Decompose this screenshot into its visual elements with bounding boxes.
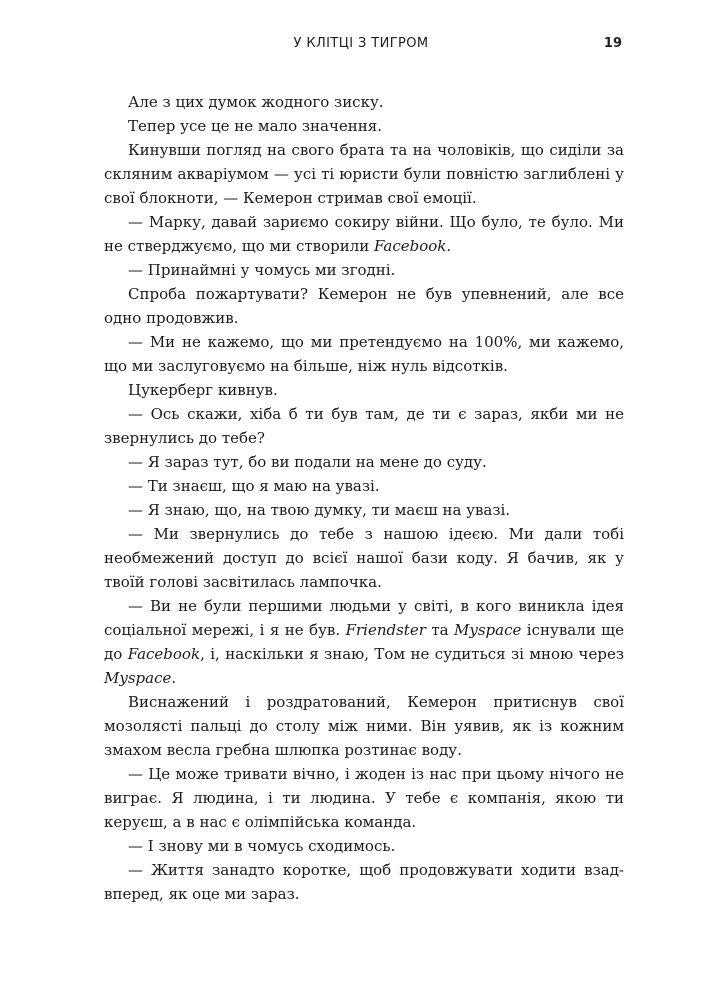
paragraph: — Життя занадто коротке, щоб продовжувати ходити взад-вперед, як оце ми зараз.: [104, 861, 624, 903]
paragraph: — Ви не були першими людьми у світі, в кого виникла ідея соціальної мережі, і я не був. Friendster та Myspace існували ще до Facebook, і, наскільки я знаю, Том не судиться зі мною через Myspace.: [104, 597, 625, 687]
page-number: 19: [603, 36, 622, 51]
italic-term: Friendster: [345, 621, 426, 639]
body-text: [104, 90, 624, 906]
paragraph: Але з цих думок жодного зиску.: [128, 93, 384, 111]
chapter-title: У КЛІТЦІ З ТИГРОМ: [293, 36, 429, 51]
paragraph: — Принаймні у чомусь ми згодні.: [128, 261, 396, 279]
paragraph: Цукерберг кивнув.: [128, 381, 278, 399]
paragraph: — Це може тривати вічно, і жоден із нас при цьому нічого не виграє. Я людина, і ти людина. У тебе є компанія, якою ти керуєш, а в нас є олімпійська команда.: [104, 765, 624, 831]
paragraph: — І знову ми в чомусь сходимось.: [128, 837, 396, 855]
italic-term: Facebook: [127, 645, 201, 663]
paragraph: — Ми звернулись до тебе з нашою ідеєю. Ми дали тобі необмежений доступ до всієї нашої бази коду. Я бачив, як у твоїй голові засвітилась лампочка.: [104, 525, 624, 591]
italic-term: Facebook: [374, 237, 447, 255]
paragraph: — Ось скажи, хіба б ти був там, де ти є зараз, якби ми не звернулись до тебе?: [104, 405, 624, 447]
italic-term: Myspace: [104, 669, 172, 687]
paragraph: — Ми не кажемо, що ми претендуємо на 100%, ми кажемо, що ми заслуговуємо на більше, ніж нуль відсотків.: [104, 333, 624, 375]
italic-term: Myspace: [454, 621, 522, 639]
paragraph: — Ти знаєш, що я маю на увазі.: [128, 477, 380, 495]
paragraph: Спроба пожартувати? Кемерон не був упевнений, але все одно продовжив.: [104, 285, 624, 327]
paragraph: Кинувши погляд на свого брата та на чоловіків, що сиділи за скляним акваріумом — усі ті юристи були повністю заглиблені у свої блокноти, — Кемерон стримав свої емоції.: [104, 141, 624, 207]
paragraph: Виснажений і роздратований, Кемерон притиснув свої мозолясті пальці до столу між ними. Він уявив, як із кожним змахом весла гребна шлюпка розтинає воду.: [104, 693, 624, 759]
paragraph: — Я зараз тут, бо ви подали на мене до суду.: [128, 453, 487, 471]
running-header: [100, 36, 622, 56]
paragraph: — Марку, давай зариємо сокиру війни. Що було, те було. Ми не стверджуємо, що ми створили Facebook.: [104, 213, 624, 255]
paragraph: Тепер усе це не мало значення.: [128, 117, 383, 135]
paragraph: — Я знаю, що, на твою думку, ти маєш на увазі.: [128, 501, 511, 519]
